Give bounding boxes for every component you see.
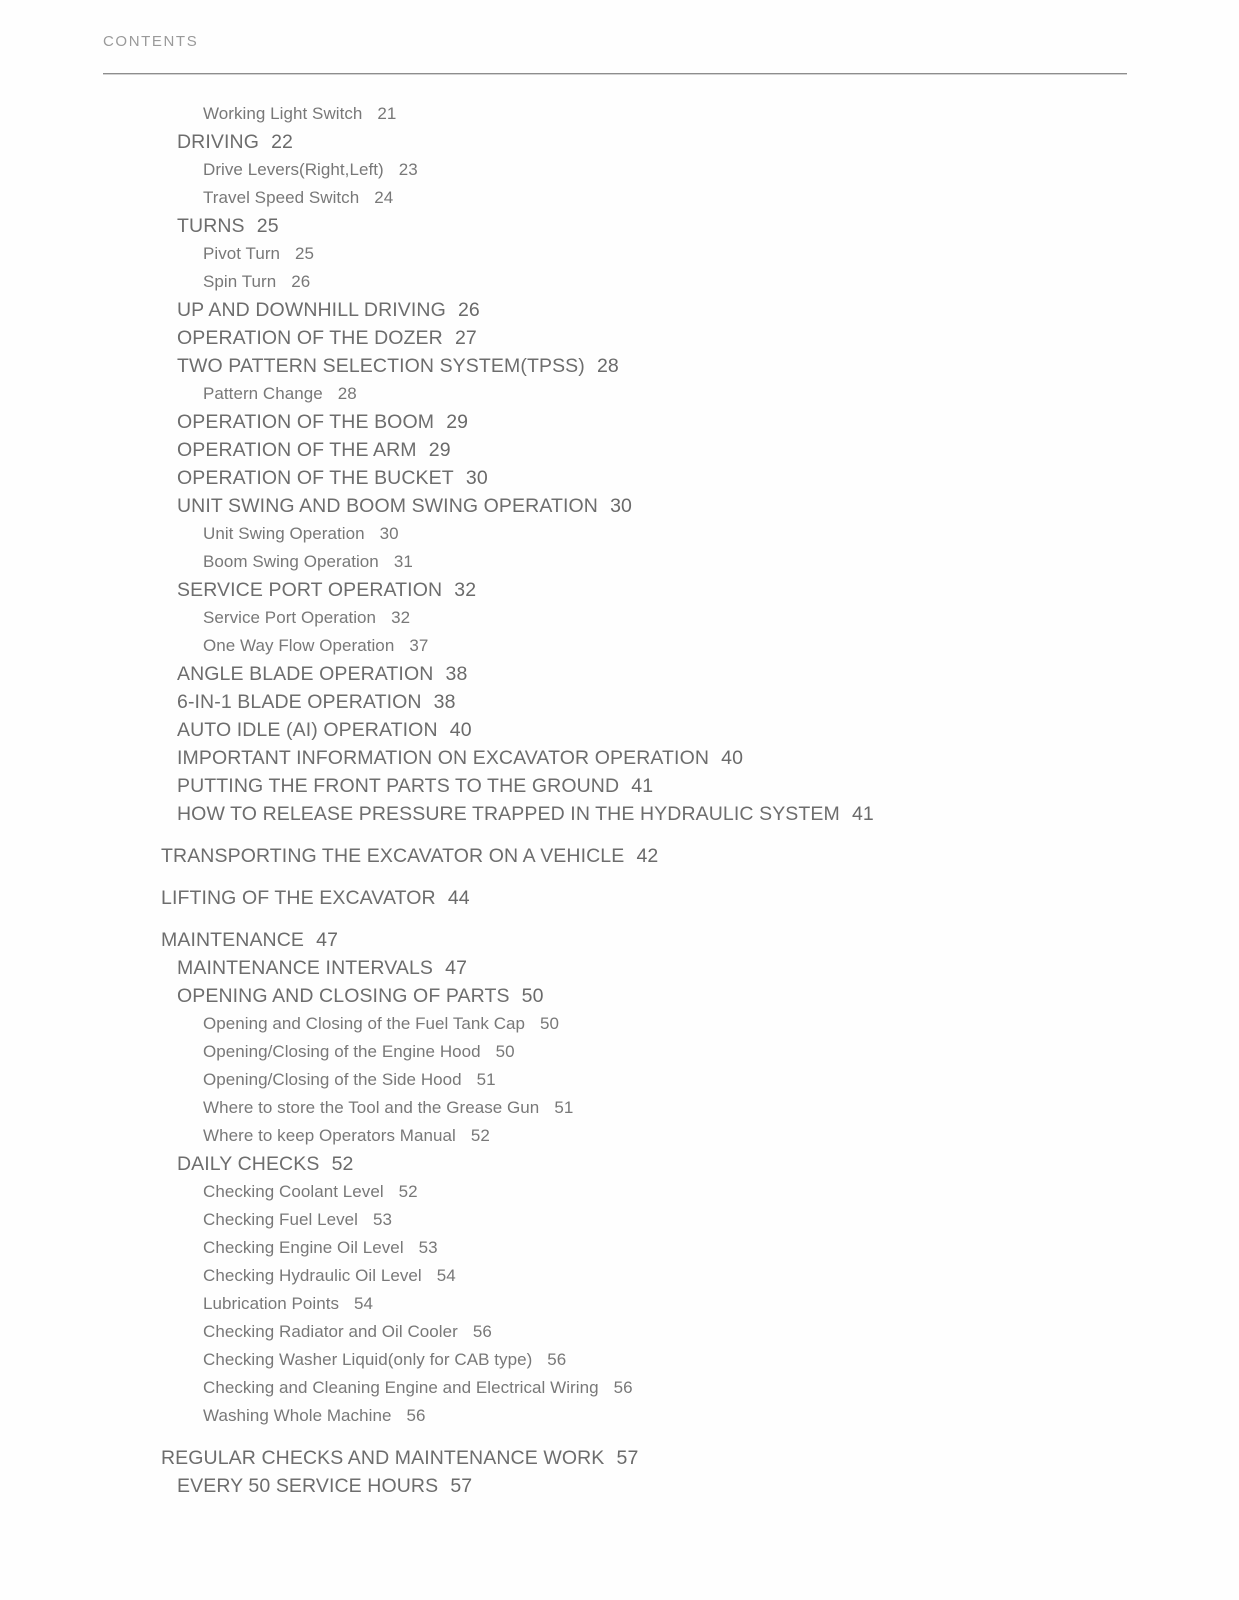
toc-entry-inner (203, 103, 396, 124)
toc-entry-page-number: 51 (554, 1098, 574, 1117)
toc-entry[interactable] (0, 663, 1239, 691)
toc-entry[interactable] (0, 803, 1239, 831)
toc-entry[interactable] (0, 607, 1239, 635)
toc-entry-page-number: 50 (521, 985, 544, 1007)
toc-entry-inner (203, 271, 310, 292)
toc-entry-title: MAINTENANCE (161, 929, 305, 951)
toc-entry-title: IMPORTANT INFORMATION ON EXCAVATOR OPERATION (177, 747, 710, 769)
toc-entry-inner (203, 1041, 515, 1062)
toc-entry-page-number: 50 (495, 1042, 515, 1061)
toc-entry-inner (203, 635, 428, 656)
toc-entry-inner (203, 243, 314, 264)
toc-entry-page-number: 52 (470, 1126, 490, 1145)
toc-entry-page-number: 50 (540, 1014, 560, 1033)
toc-entry-title: Working Light Switch (203, 104, 363, 123)
toc-entry-inner (177, 467, 488, 490)
toc-entry-page-number: 53 (418, 1238, 438, 1257)
toc-entry-page-number: 41 (851, 803, 874, 825)
toc-entry-inner (203, 1377, 633, 1398)
toc-entry-inner (177, 1153, 353, 1176)
table-of-contents (0, 103, 1239, 1503)
toc-entry-title: PUTTING THE FRONT PARTS TO THE GROUND (177, 775, 620, 797)
toc-entry[interactable] (0, 691, 1239, 719)
toc-entry[interactable] (0, 719, 1239, 747)
toc-entry-inner (161, 1447, 638, 1470)
toc-entry[interactable] (0, 299, 1239, 327)
toc-entry-title: OPERATION OF THE DOZER (177, 327, 443, 349)
toc-entry-page-number: 29 (446, 411, 469, 433)
toc-entry-title: DRIVING (177, 131, 259, 153)
toc-entry-title: Where to keep Operators Manual (203, 1126, 456, 1145)
toc-entry-inner (177, 775, 653, 798)
toc-entry-inner (177, 803, 874, 826)
toc-entry[interactable] (0, 1041, 1239, 1069)
toc-entry-title: Drive Levers(Right,Left) (203, 160, 384, 179)
toc-entry[interactable] (0, 159, 1239, 187)
toc-entry-title: Checking Radiator and Oil Cooler (203, 1322, 458, 1341)
toc-entry[interactable] (0, 1377, 1239, 1405)
toc-entry[interactable] (0, 957, 1239, 985)
toc-entry-title: LIFTING OF THE EXCAVATOR (161, 887, 436, 909)
toc-entry[interactable] (0, 523, 1239, 551)
toc-entry-title: SERVICE PORT OPERATION (177, 579, 443, 601)
toc-entry-title: Spin Turn (203, 272, 277, 291)
toc-entry-page-number: 54 (354, 1294, 374, 1313)
toc-entry[interactable] (0, 1237, 1239, 1265)
toc-entry-inner (203, 1125, 490, 1146)
toc-entry[interactable] (0, 579, 1239, 607)
toc-entry-inner (203, 1097, 573, 1118)
toc-entry-page-number: 31 (393, 552, 413, 571)
toc-entry-inner (203, 1237, 438, 1258)
toc-entry-page-number: 29 (428, 439, 451, 461)
toc-entry-title: Washing Whole Machine (203, 1406, 392, 1425)
toc-entry-page-number: 56 (547, 1350, 567, 1369)
toc-entry-page-number: 25 (256, 215, 279, 237)
toc-entry-title: DAILY CHECKS (177, 1153, 320, 1175)
toc-entry[interactable] (0, 1265, 1239, 1293)
toc-entry-title: OPERATION OF THE ARM (177, 439, 417, 461)
toc-entry-page-number: 32 (454, 579, 477, 601)
toc-entry-title: Opening and Closing of the Fuel Tank Cap (203, 1014, 526, 1033)
toc-entry[interactable] (0, 775, 1239, 803)
toc-entry-page-number: 56 (472, 1322, 492, 1341)
toc-entry-inner (161, 887, 470, 910)
toc-entry-inner (161, 845, 658, 868)
toc-entry-title: REGULAR CHECKS AND MAINTENANCE WORK (161, 1447, 605, 1469)
toc-entry-page-number: 27 (454, 327, 477, 349)
toc-entry-title: Checking Fuel Level (203, 1210, 358, 1229)
toc-entry-title: Lubrication Points (203, 1294, 340, 1313)
toc-entry-title: Unit Swing Operation (203, 524, 365, 543)
toc-entry[interactable] (0, 1349, 1239, 1377)
header-divider (103, 73, 1127, 74)
toc-entry-page-number: 41 (631, 775, 654, 797)
toc-entry-inner (203, 1405, 425, 1426)
toc-entry-inner (203, 1321, 492, 1342)
toc-entry-page-number: 24 (374, 188, 394, 207)
toc-entry-title: Checking Hydraulic Oil Level (203, 1266, 422, 1285)
toc-entry-title: Opening/Closing of the Side Hood (203, 1070, 462, 1089)
toc-entry-page-number: 23 (398, 160, 418, 179)
toc-entry-page-number: 57 (450, 1475, 473, 1497)
toc-entry-title: OPENING AND CLOSING OF PARTS (177, 985, 510, 1007)
toc-entry[interactable] (0, 215, 1239, 243)
toc-entry-inner (203, 1265, 456, 1286)
toc-entry-title: Checking Engine Oil Level (203, 1238, 404, 1257)
toc-entry[interactable] (0, 355, 1239, 383)
toc-entry[interactable] (0, 1447, 1239, 1475)
toc-entry-title: OPERATION OF THE BUCKET (177, 467, 454, 489)
toc-entry[interactable] (0, 327, 1239, 355)
toc-entry[interactable] (0, 551, 1239, 579)
toc-entry-inner (177, 131, 293, 154)
toc-entry-title: OPERATION OF THE BOOM (177, 411, 435, 433)
toc-entry[interactable] (0, 383, 1239, 411)
toc-entry-inner (177, 719, 472, 742)
toc-entry-page-number: 30 (465, 467, 488, 489)
toc-entry-page-number: 42 (636, 845, 659, 867)
toc-entry-inner (203, 187, 393, 208)
toc-entry-page-number: 40 (721, 747, 744, 769)
toc-entry-page-number: 32 (391, 608, 411, 627)
page-header (103, 33, 1127, 50)
toc-entry-title: Opening/Closing of the Engine Hood (203, 1042, 481, 1061)
toc-entry-page-number: 37 (409, 636, 429, 655)
toc-entry-title: Where to store the Tool and the Grease Gun (203, 1098, 540, 1117)
toc-entry-inner (177, 957, 467, 980)
toc-entry-page-number: 21 (377, 104, 397, 123)
toc-entry-page-number: 57 (616, 1447, 639, 1469)
toc-entry-title: TURNS (177, 215, 245, 237)
toc-entry-page-number: 47 (316, 929, 339, 951)
toc-entry-inner (177, 1475, 472, 1498)
toc-entry-inner (203, 551, 413, 572)
toc-entry-inner (203, 1209, 392, 1230)
toc-entry-inner (203, 1349, 566, 1370)
toc-entry-title: MAINTENANCE INTERVALS (177, 957, 434, 979)
toc-entry[interactable] (0, 1069, 1239, 1097)
toc-entry-inner (177, 299, 480, 322)
toc-entry-inner (203, 1293, 373, 1314)
toc-entry-inner (177, 691, 456, 714)
toc-entry[interactable] (0, 131, 1239, 159)
toc-entry[interactable] (0, 845, 1239, 873)
toc-entry-page-number: 26 (291, 272, 311, 291)
toc-entry-inner (177, 747, 743, 770)
toc-entry-page-number: 56 (613, 1378, 633, 1397)
toc-entry[interactable] (0, 187, 1239, 215)
toc-entry-page-number: 54 (436, 1266, 456, 1285)
toc-entry-page-number: 38 (433, 691, 456, 713)
toc-entry-page-number: 40 (449, 719, 472, 741)
toc-entry[interactable] (0, 1293, 1239, 1321)
toc-entry-inner (203, 1069, 496, 1090)
toc-entry-title: UNIT SWING AND BOOM SWING OPERATION (177, 495, 598, 517)
toc-entry-inner (203, 159, 418, 180)
toc-entry-inner (177, 215, 279, 238)
toc-entry-title: ANGLE BLADE OPERATION (177, 663, 434, 685)
toc-entry-page-number: 22 (271, 131, 293, 153)
toc-entry-title: HOW TO RELEASE PRESSURE TRAPPED IN THE HYDRAULIC SYSTEM (177, 803, 840, 825)
toc-entry-title: TWO PATTERN SELECTION SYSTEM(TPSS) (177, 355, 585, 377)
toc-entry[interactable] (0, 495, 1239, 523)
toc-entry-page-number: 56 (406, 1406, 426, 1425)
toc-entry-title: EVERY 50 SERVICE HOURS (177, 1475, 439, 1497)
toc-entry[interactable] (0, 1013, 1239, 1041)
toc-entry[interactable] (0, 439, 1239, 467)
toc-entry[interactable] (0, 635, 1239, 663)
header-label: CONTENTS (103, 33, 199, 50)
toc-entry-inner (177, 579, 476, 602)
toc-entry-inner (203, 523, 399, 544)
toc-entry[interactable] (0, 1153, 1239, 1181)
toc-entry-title: Pattern Change (203, 384, 323, 403)
toc-entry-inner (203, 1181, 418, 1202)
toc-entry-inner (161, 929, 338, 952)
toc-entry-page-number: 28 (596, 355, 619, 377)
toc-entry-page-number: 25 (295, 244, 315, 263)
toc-entry[interactable] (0, 1405, 1239, 1433)
toc-entry[interactable] (0, 103, 1239, 131)
toc-entry-page-number: 30 (610, 495, 632, 517)
toc-entry-title: Checking and Cleaning Engine and Electrical Wiring (203, 1378, 599, 1397)
toc-entry[interactable] (0, 1181, 1239, 1209)
toc-entry-inner (177, 663, 467, 686)
toc-entry-title: TRANSPORTING THE EXCAVATOR ON A VEHICLE (161, 845, 625, 867)
toc-entry-title: AUTO IDLE (AI) OPERATION (177, 719, 438, 741)
toc-entry-page-number: 51 (476, 1070, 496, 1089)
toc-entry[interactable] (0, 467, 1239, 495)
toc-entry-inner (177, 327, 477, 350)
toc-entry-page-number: 30 (379, 524, 399, 543)
toc-entry-page-number: 26 (457, 299, 480, 321)
toc-entry[interactable] (0, 747, 1239, 775)
toc-entry-title: 6-IN-1 BLADE OPERATION (177, 691, 422, 713)
toc-entry-page-number: 28 (337, 384, 357, 403)
toc-entry[interactable] (0, 1125, 1239, 1153)
toc-entry-page-number: 53 (372, 1210, 392, 1229)
toc-entry-title: UP AND DOWNHILL DRIVING (177, 299, 446, 321)
toc-entry[interactable] (0, 1321, 1239, 1349)
toc-entry-title: Boom Swing Operation (203, 552, 379, 571)
toc-entry-page-number: 38 (445, 663, 468, 685)
toc-entry[interactable] (0, 1209, 1239, 1237)
toc-entry-inner (177, 495, 632, 518)
toc-entry[interactable] (0, 1475, 1239, 1503)
toc-entry-title: Checking Washer Liquid(only for CAB type) (203, 1350, 533, 1369)
toc-entry-inner (177, 355, 619, 378)
toc-entry-inner (203, 383, 357, 404)
toc-entry-inner (203, 607, 410, 628)
toc-entry-inner (177, 985, 544, 1008)
toc-entry[interactable] (0, 929, 1239, 957)
toc-entry-title: One Way Flow Operation (203, 636, 395, 655)
toc-entry[interactable] (0, 887, 1239, 915)
toc-entry-inner (177, 439, 451, 462)
toc-entry-title: Pivot Turn (203, 244, 281, 263)
toc-entry[interactable] (0, 243, 1239, 271)
toc-entry-title: Travel Speed Switch (203, 188, 360, 207)
toc-entry[interactable] (0, 1097, 1239, 1125)
toc-entry-page-number: 47 (445, 957, 468, 979)
toc-entry[interactable] (0, 411, 1239, 439)
toc-entry-page-number: 52 (398, 1182, 418, 1201)
toc-entry-title: Checking Coolant Level (203, 1182, 384, 1201)
toc-entry-title: Service Port Operation (203, 608, 377, 627)
toc-entry[interactable] (0, 985, 1239, 1013)
toc-entry-inner (177, 411, 468, 434)
toc-entry-inner (203, 1013, 559, 1034)
toc-entry-page-number: 52 (331, 1153, 354, 1175)
toc-entry[interactable] (0, 271, 1239, 299)
toc-entry-page-number: 44 (447, 887, 470, 909)
